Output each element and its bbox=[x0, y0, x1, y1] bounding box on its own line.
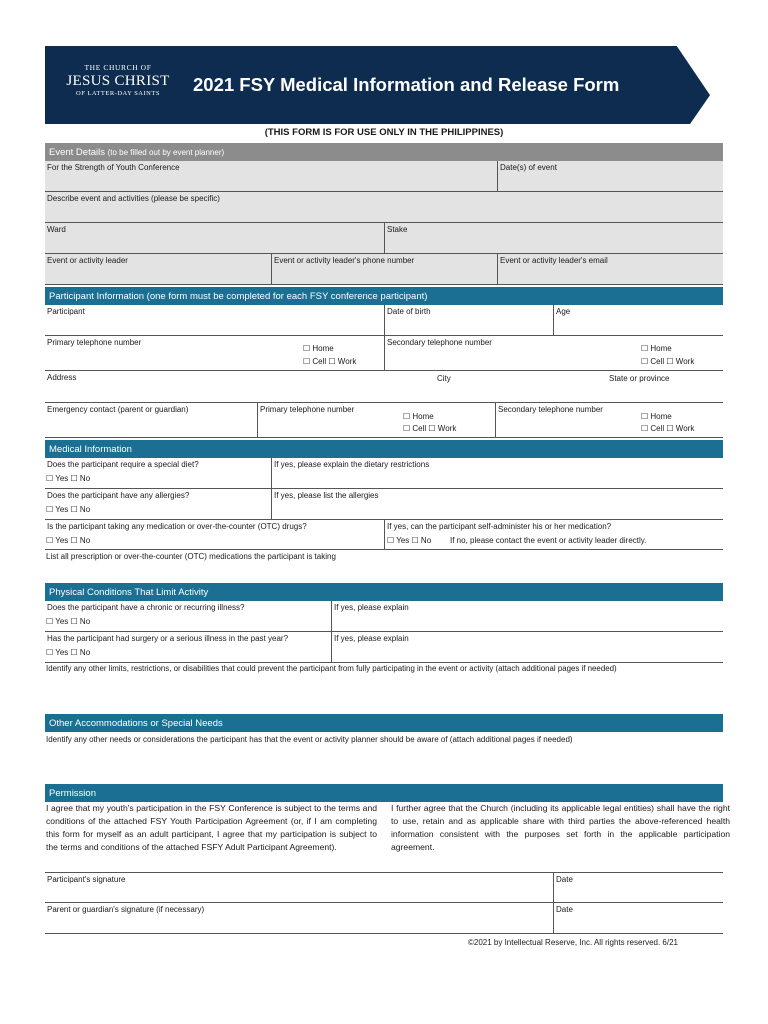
self-administer-note: If no, please contact the event or activity leader directly. bbox=[450, 536, 647, 545]
limits-field[interactable] bbox=[45, 676, 723, 712]
special-diet-label: Does the participant require a special diet? bbox=[47, 460, 199, 469]
event-dates-field[interactable] bbox=[498, 161, 723, 192]
logo-line-1: THE CHURCH OF bbox=[84, 63, 152, 72]
age-field[interactable] bbox=[554, 305, 723, 336]
address-label: Address bbox=[47, 373, 77, 382]
medication-label: Is the participant taking any medication or over-the-counter (OTC) drugs? bbox=[47, 522, 307, 531]
conference-field[interactable] bbox=[45, 161, 498, 192]
event-description-label: Describe event and activities (please be specific) bbox=[47, 194, 220, 203]
emergency-primary-home-checkbox[interactable]: ☐ Home bbox=[403, 412, 434, 421]
stake-field[interactable] bbox=[385, 223, 723, 254]
chronic-illness-label: Does the participant have a chronic or recurring illness? bbox=[47, 603, 245, 612]
allergies-yes-no[interactable]: ☐ Yes ☐ No bbox=[46, 505, 91, 514]
leader-label: Event or activity leader bbox=[47, 256, 128, 265]
guardian-date-label: Date bbox=[556, 905, 573, 914]
secondary-phone-home-checkbox[interactable]: ☐ Home bbox=[641, 344, 672, 353]
participant-signature-field[interactable] bbox=[45, 872, 554, 903]
copyright-footer: ©2021 by Intellectual Reserve, Inc. All rights reserved. 6/21 bbox=[468, 938, 679, 947]
participant-name-label: Participant bbox=[47, 307, 85, 316]
ward-field[interactable] bbox=[45, 223, 385, 254]
participant-signature-label: Participant's signature bbox=[47, 875, 126, 884]
chronic-explain-label: If yes, please explain bbox=[334, 603, 409, 612]
emergency-primary-phone-label: Primary telephone number bbox=[260, 405, 355, 414]
participant-info-heading: Participant Information (one form must be completed for each FSY conference participant) bbox=[45, 287, 723, 305]
chronic-illness-explain-field[interactable] bbox=[332, 601, 723, 632]
surgery-yes-no[interactable]: ☐ Yes ☐ No bbox=[46, 648, 91, 657]
city-label: City bbox=[437, 374, 451, 383]
leader-phone-field[interactable] bbox=[272, 254, 498, 285]
secondary-phone-label: Secondary telephone number bbox=[387, 338, 492, 347]
event-description-field[interactable] bbox=[45, 192, 723, 223]
accommodations-heading: Other Accommodations or Special Needs bbox=[45, 714, 723, 732]
limits-label: Identify any other limits, restrictions, or disabilities that could prevent the participant from fully participating in the event or activity (attach additional pages if needed) bbox=[46, 664, 617, 673]
stake-label: Stake bbox=[387, 225, 408, 234]
secondary-phone-cell-work-checkbox[interactable]: ☐ Cell ☐ Work bbox=[641, 357, 695, 366]
medications-list-label: List all prescription or over-the-counter (OTC) medications the participant is taking bbox=[46, 552, 336, 561]
medical-info-heading: Medical Information bbox=[45, 440, 723, 458]
form-subtitle: (THIS FORM IS FOR USE ONLY IN THE PHILIPPINES) bbox=[264, 127, 504, 138]
emergency-secondary-home-checkbox[interactable]: ☐ Home bbox=[641, 412, 672, 421]
conference-label: For the Strength of Youth Conference bbox=[47, 163, 180, 172]
permission-health-info-text: I further agree that the Church (including its applicable legal entities) shall have the right to use, retain and as applicable share with third parties the above-referenced health information consistent with the purposes set forth in the applicable participation agreement. bbox=[391, 803, 730, 852]
special-diet-yes-no[interactable]: ☐ Yes ☐ No bbox=[46, 474, 91, 483]
surgery-explain-label: If yes, please explain bbox=[334, 634, 409, 643]
medication-question bbox=[45, 520, 385, 550]
dob-label: Date of birth bbox=[387, 307, 431, 316]
permission-heading: Permission bbox=[45, 784, 723, 802]
permission-agreement-text: I agree that my youth's participation in the FSY Conference is subject to the terms and conditions of the attached FSY Youth Participation Agreement (or, if I am completing this form for myself as an adult participant, I agree that my participation is subject to the terms and conditions of the attached FSFY Adult Participant Agreement). bbox=[46, 803, 377, 852]
state-label: State or province bbox=[609, 374, 670, 383]
leader-email-field[interactable] bbox=[498, 254, 723, 285]
self-administer-label: If yes, can the participant self-administer his or her medication? bbox=[387, 522, 612, 531]
self-administer-yes-no[interactable]: ☐ Yes ☐ No bbox=[387, 536, 432, 545]
form-title: 2021 FSY Medical Information and Release Form bbox=[193, 74, 620, 95]
medications-list-field[interactable] bbox=[45, 564, 723, 582]
dietary-restrictions-label: If yes, please explain the dietary restrictions bbox=[274, 460, 430, 469]
logo-line-2: JESUS CHRIST bbox=[66, 72, 170, 89]
leader-field[interactable] bbox=[45, 254, 272, 285]
self-administer-question bbox=[385, 520, 723, 550]
physical-conditions-heading: Physical Conditions That Limit Activity bbox=[45, 583, 723, 601]
dietary-restrictions-field[interactable] bbox=[272, 458, 723, 489]
chronic-illness-yes-no[interactable]: ☐ Yes ☐ No bbox=[46, 617, 91, 626]
emergency-secondary-phone-label: Secondary telephone number bbox=[498, 405, 603, 414]
allergies-label: Does the participant have any allergies? bbox=[47, 491, 190, 500]
logo-line-3: OF LATTER-DAY SAINTS bbox=[76, 89, 160, 97]
primary-phone-label: Primary telephone number bbox=[47, 338, 142, 347]
leader-email-label: Event or activity leader's email bbox=[500, 256, 608, 265]
guardian-date-field[interactable] bbox=[554, 903, 723, 934]
event-details-heading bbox=[45, 143, 723, 161]
participant-name-field[interactable] bbox=[45, 305, 385, 336]
event-details-title: Event Details bbox=[49, 147, 105, 158]
emergency-primary-cell-work-checkbox[interactable]: ☐ Cell ☐ Work bbox=[403, 424, 457, 433]
accommodations-label: Identify any other needs or considerations the participant has that the event or activity planner should be aware of (attach additional pages if needed) bbox=[46, 735, 573, 744]
medication-yes-no[interactable]: ☐ Yes ☐ No bbox=[46, 536, 91, 545]
primary-phone-home-checkbox[interactable]: ☐ Home bbox=[303, 344, 334, 353]
emergency-contact-label: Emergency contact (parent or guardian) bbox=[47, 405, 189, 414]
church-logo bbox=[62, 64, 174, 97]
primary-phone-cell-work-checkbox[interactable]: ☐ Cell ☐ Work bbox=[303, 357, 357, 366]
allergies-list-label: If yes, please list the allergies bbox=[274, 491, 379, 500]
leader-phone-label: Event or activity leader's phone number bbox=[274, 256, 415, 265]
date-of-birth-field[interactable] bbox=[385, 305, 554, 336]
emergency-contact-field[interactable] bbox=[45, 403, 258, 438]
surgery-label: Has the participant had surgery or a serious illness in the past year? bbox=[47, 634, 289, 643]
participant-date-field[interactable] bbox=[554, 872, 723, 903]
surgery-explain-field[interactable] bbox=[332, 632, 723, 663]
allergies-list-field[interactable] bbox=[272, 489, 723, 520]
ward-label: Ward bbox=[47, 225, 66, 234]
event-dates-label: Date(s) of event bbox=[500, 163, 557, 172]
emergency-secondary-cell-work-checkbox[interactable]: ☐ Cell ☐ Work bbox=[641, 424, 695, 433]
accommodations-field[interactable] bbox=[45, 747, 723, 782]
guardian-signature-label: Parent or guardian's signature (if necessary) bbox=[47, 905, 205, 914]
emergency-primary-phone-field[interactable] bbox=[258, 403, 496, 438]
event-details-subtitle: (to be filled out by event planner) bbox=[107, 148, 225, 157]
guardian-signature-field[interactable] bbox=[45, 903, 554, 934]
age-label: Age bbox=[556, 307, 571, 316]
participant-date-label: Date bbox=[556, 875, 573, 884]
